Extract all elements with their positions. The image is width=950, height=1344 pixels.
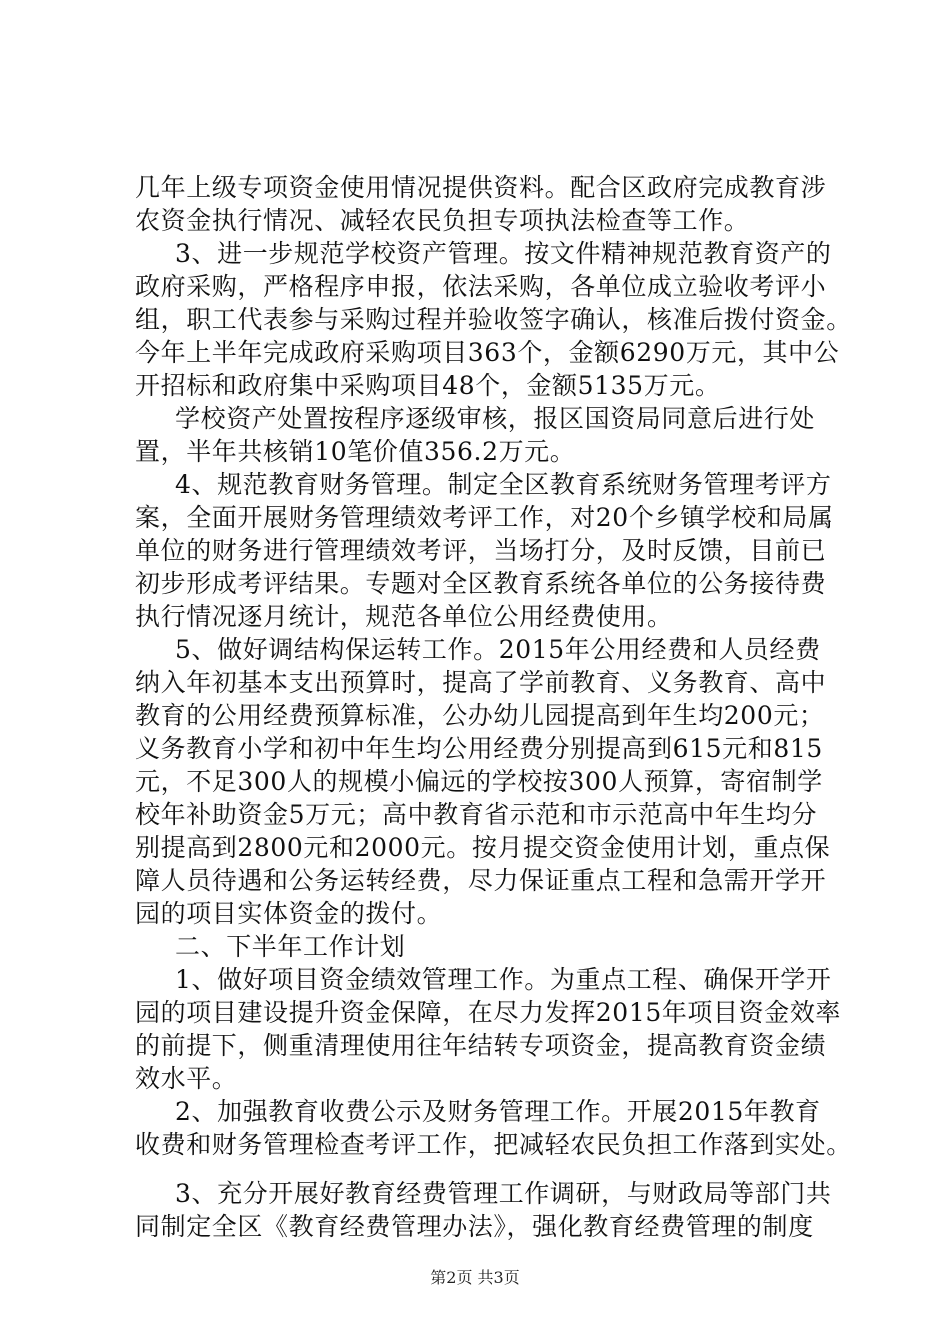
body-line: 1、做好项目资金绩效管理工作。为重点工程、确保开学开	[175, 965, 832, 994]
body-line: 几年上级专项资金使用情况提供资料。配合区政府完成教育涉	[135, 173, 827, 202]
body-line: 障人员待遇和公务运转经费，尽力保证重点工程和急需开学开	[135, 866, 827, 895]
body-line: 元，不足300人的规模小偏远的学校按300人预算，寄宿制学	[135, 767, 823, 796]
section-heading: 二、下半年工作计划	[175, 932, 406, 961]
body-line: 义务教育小学和初中年生均公用经费分别提高到615元和815	[135, 734, 823, 763]
body-line: 执行情况逐月统计，规范各单位公用经费使用。	[135, 602, 673, 631]
body-line: 开招标和政府集中采购项目48个，金额5135万元。	[135, 371, 721, 400]
body-line: 今年上半年完成政府采购项目363个，金额6290万元，其中公	[135, 338, 840, 367]
body-line: 同制定全区《教育经费管理办法》，强化教育经费管理的制度	[135, 1212, 814, 1241]
body-line: 农资金执行情况、减轻农民负担专项执法检查等工作。	[135, 206, 750, 235]
body-line: 效水平。	[135, 1064, 238, 1093]
body-line: 别提高到2800元和2000元。按月提交资金使用计划，重点保	[135, 833, 831, 862]
body-line: 5、做好调结构保运转工作。2015年公用经费和人员经费	[175, 635, 821, 664]
body-line: 园的项目实体资金的拨付。	[135, 899, 443, 928]
body-line: 收费和财务管理检查考评工作，把减轻农民负担工作落到实处。	[135, 1130, 852, 1159]
body-line: 置，半年共核销10笔价值356.2万元。	[135, 437, 576, 466]
body-line: 案，全面开展财务管理绩效考评工作，对20个乡镇学校和局属	[135, 503, 834, 532]
body-line: 校年补助资金5万元；高中教育省示范和市示范高中年生均分	[135, 800, 818, 829]
body-line: 教育的公用经费预算标准，公办幼儿园提高到年生均200元；	[135, 701, 825, 730]
body-line: 的前提下，侧重清理使用往年结转专项资金，提高教育资金绩	[135, 1031, 827, 1060]
body-line: 初步形成考评结果。专题对全区教育系统各单位的公务接待费	[135, 569, 827, 598]
body-line: 2、加强教育收费公示及财务管理工作。开展2015年教育	[175, 1097, 821, 1126]
body-line: 政府采购，严格程序申报，依法采购，各单位成立验收考评小	[135, 272, 827, 301]
body-line: 园的项目建设提升资金保障，在尽力发挥2015年项目资金效率	[135, 998, 842, 1027]
page-footer: 第2页 共3页	[430, 1268, 520, 1287]
body-line: 3、充分开展好教育经费管理工作调研，与财政局等部门共	[175, 1179, 832, 1208]
body-line: 单位的财务进行管理绩效考评，当场打分，及时反馈，目前已	[135, 536, 827, 565]
body-line: 组，职工代表参与采购过程并验收签字确认，核准后拨付资金。	[135, 305, 852, 334]
body-line: 3、进一步规范学校资产管理。按文件精神规范教育资产的	[175, 239, 832, 268]
body-line: 学校资产处置按程序逐级审核，报区国资局同意后进行处	[175, 404, 816, 433]
body-line: 4、规范教育财务管理。制定全区教育系统财务管理考评方	[175, 470, 832, 499]
body-line: 纳入年初基本支出预算时，提高了学前教育、义务教育、高中	[135, 668, 827, 697]
